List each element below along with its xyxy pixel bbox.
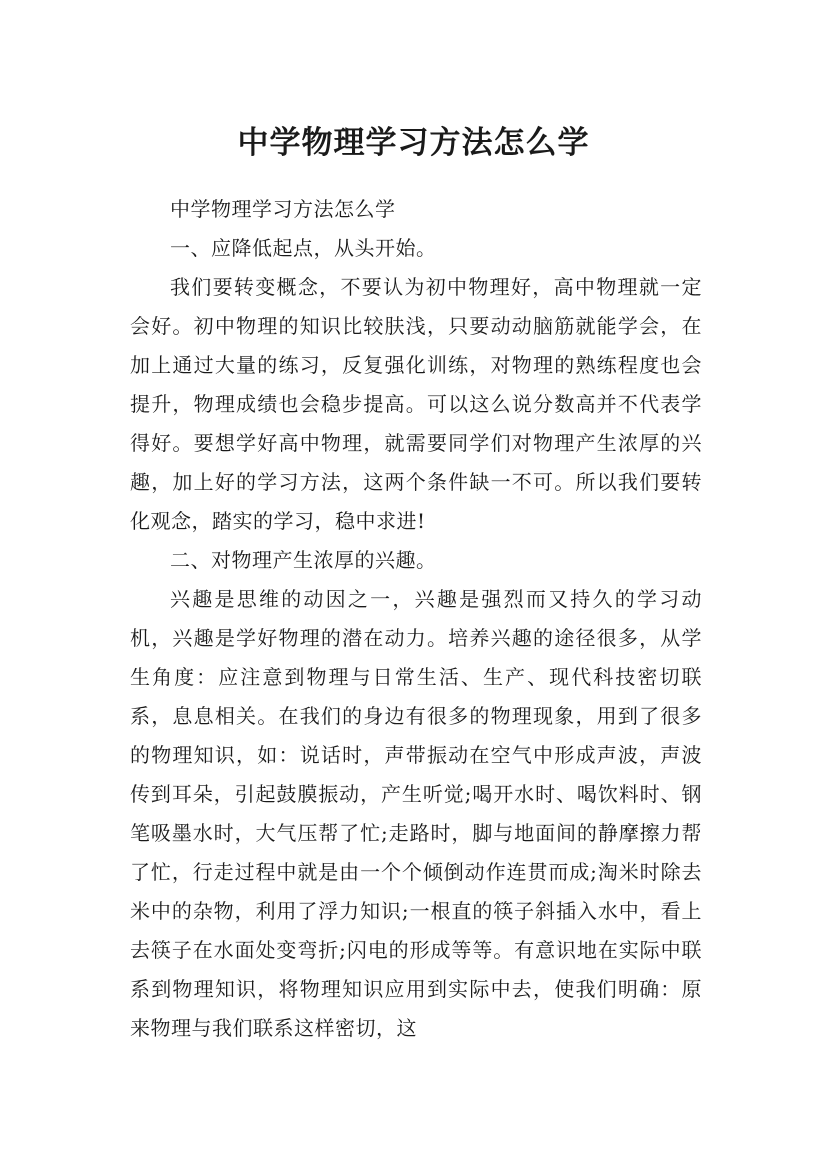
paragraph-section-one-body: 我们要转变概念，不要认为初中物理好，高中物理就一定会好。初中物理的知识比较肤浅，只要动动脑筋就能学会，在加上通过大量的练习，反复强化训练，对物理的熟练程度也会提升，物理成绩也会稳步提高。可以这么说分数高并不代表学得好。要想学好高中物理，就需要同学们对物理产生浓厚的兴趣，加上好的学习方法，这两个条件缺一不可。所以我们要转化观念，踏实的学习，稳中求进!	[130, 275, 702, 533]
document-body	[130, 190, 702, 1048]
paragraph-section-two-heading: 二、对物理产生浓厚的兴趣。	[170, 548, 437, 572]
paragraph-section-two-body: 兴趣是思维的动因之一，兴趣是强烈而又持久的学习动机，兴趣是学好物理的潜在动力。培养兴趣的途径很多，从学生角度：应注意到物理与日常生活、生产、现代科技密切联系，息息相关。在我们的身边有很多的物理现象，用到了很多的物理知识，如：说话时，声带振动在空气中形成声波，声波传到耳朵，引起鼓膜振动，产生听觉;喝开水时、喝饮料时、钢笔吸墨水时，大气压帮了忙;走路时，脚与地面间的静摩擦力帮了忙，行走过程中就是由一个个倾倒动作连贯而成;淘米时除去米中的杂物，利用了浮力知识;一根直的筷子斜插入水中，看上去筷子在水面处变弯折;闪电的形成等等。有意识地在实际中联系到物理知识，将物理知识应用到实际中去，使我们明确：原来物理与我们联系这样密切，这	[130, 587, 702, 1040]
document-title: 中学物理学习方法怎么学	[237, 124, 590, 161]
paragraph-section-one-heading: 一、应降低起点，从头开始。	[170, 236, 437, 260]
paragraph-subtitle: 中学物理学习方法怎么学	[170, 197, 396, 221]
